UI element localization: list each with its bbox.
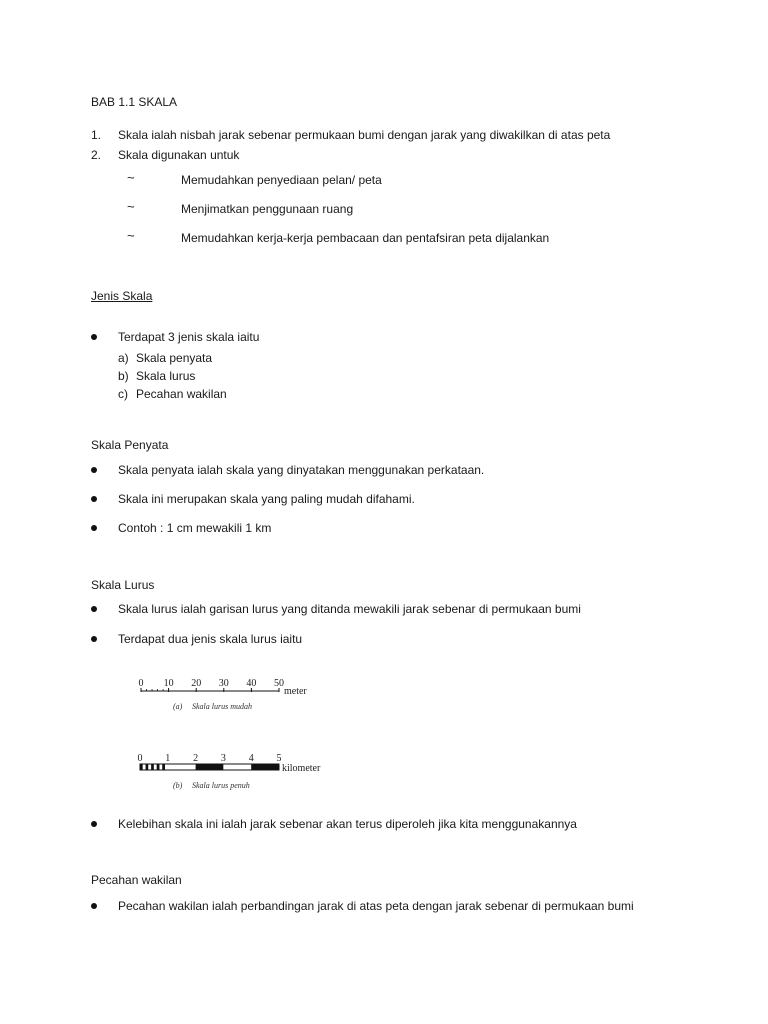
scale-subdivision — [154, 764, 157, 770]
section-heading-line — [0, 288, 768, 304]
bullet-text: Terdapat dua jenis skala lurus iaitu — [118, 632, 303, 646]
scale-subdivision — [165, 764, 168, 770]
scale-tick-label: 30 — [218, 678, 229, 689]
scale-segment — [196, 764, 224, 770]
item-text: Skala digunakan untuk — [118, 148, 240, 162]
scale-subdivision — [148, 764, 151, 770]
bullet-icon — [91, 636, 97, 642]
scale-tick-label: 20 — [191, 678, 202, 689]
tilde-marker: ~ — [127, 170, 135, 185]
type-text: Pecahan wakilan — [136, 387, 227, 401]
scale-subdivision — [143, 764, 146, 770]
scale-unit-label: meter — [284, 686, 307, 697]
bullet-icon — [91, 606, 97, 612]
bullet-item — [0, 601, 768, 617]
type-item — [0, 368, 768, 384]
scale-subdivision — [146, 764, 149, 770]
bullet-icon — [91, 334, 97, 340]
use-text: Memudahkan kerja-kerja pembacaan dan pentafsiran peta dijalankan — [181, 231, 550, 245]
scale-subdivision — [157, 764, 160, 770]
scale-tick-label: 10 — [163, 678, 174, 689]
section-heading-line — [0, 872, 768, 888]
bullet-item — [0, 329, 768, 345]
scale-tick-label: 0 — [137, 753, 143, 764]
section-heading-jenis-skala: Jenis Skala — [91, 289, 153, 303]
bullet-item — [0, 816, 768, 832]
type-item — [0, 350, 768, 366]
tilde-marker: ~ — [127, 199, 135, 214]
item-number: 1. — [91, 128, 102, 142]
type-label: a) — [118, 351, 129, 365]
bullet-icon — [91, 525, 97, 531]
item-text: Skala ialah nisbah jarak sebenar permukaan bumi dengan jarak yang diwakilkan di atas peta — [118, 128, 611, 142]
bullet-text: Pecahan wakilan ialah perbandingan jarak di atas peta dengan jarak sebenar di permukaan bumi — [118, 899, 634, 913]
document-title-line — [0, 94, 768, 110]
numbered-item — [0, 127, 768, 143]
bullet-item — [0, 631, 768, 647]
section-heading-skala-penyata: Skala Penyata — [91, 438, 169, 452]
bullet-text: Skala penyata ialah skala yang dinyatakan menggunakan perkataan. — [118, 463, 485, 477]
type-label: b) — [118, 369, 129, 383]
bullet-icon — [91, 467, 97, 473]
full-scale-marks — [138, 753, 282, 770]
figure-caption: Skala lurus mudah — [192, 702, 252, 711]
bullet-item — [0, 898, 768, 914]
use-item — [0, 230, 768, 246]
type-item — [0, 386, 768, 402]
bullet-text: Kelebihan skala ini ialah jarak sebenar akan terus diperoleh jika kita menggunakannya — [118, 817, 577, 831]
bullet-text: Contoh : 1 cm mewakili 1 km — [118, 521, 272, 535]
type-text: Skala penyata — [136, 351, 213, 365]
document-title: BAB 1.1 SKALA — [91, 95, 178, 109]
scale-subdivision — [151, 764, 154, 770]
use-text: Menjimatkan penggunaan ruang — [181, 202, 354, 216]
scale-tick-label: 0 — [138, 678, 144, 689]
bullet-icon — [91, 821, 97, 827]
scale-segment — [223, 764, 251, 770]
section-heading-pecahan-wakilan: Pecahan wakilan — [91, 873, 182, 887]
figure-caption-label: (b) — [173, 781, 183, 790]
figure-caption-label: (a) — [173, 702, 183, 711]
bullet-icon — [91, 496, 97, 502]
scale-subdivision — [159, 764, 162, 770]
scale-unit-label: kilometer — [282, 763, 321, 774]
scale-tick-label: 4 — [248, 753, 254, 764]
use-item — [0, 201, 768, 217]
scale-segment — [168, 764, 196, 770]
scale-tick-label: 40 — [246, 678, 257, 689]
bullet-text: Terdapat 3 jenis skala iaitu — [118, 330, 260, 344]
bullet-text: Skala lurus ialah garisan lurus yang ditanda mewakili jarak sebenar di permukaan bumi — [118, 602, 581, 616]
bullet-text: Skala ini merupakan skala yang paling mudah difahami. — [118, 492, 415, 506]
scale-tick-label: 5 — [276, 753, 282, 764]
figure-caption: Skala lurus penuh — [192, 781, 250, 790]
type-text: Skala lurus — [136, 369, 196, 383]
scale-tick-label: 1 — [165, 753, 171, 764]
scale-subdivision — [162, 764, 165, 770]
bullet-item — [0, 520, 768, 536]
numbered-item — [0, 147, 768, 163]
scale-tick-label: 2 — [193, 753, 199, 764]
use-text: Memudahkan penyediaan pelan/ peta — [181, 173, 382, 187]
scale-tick-label: 3 — [220, 753, 226, 764]
use-item — [0, 172, 768, 188]
bullet-icon — [91, 903, 97, 909]
scale-tick-label: 50 — [274, 678, 284, 689]
scale-segment — [251, 764, 279, 770]
section-heading-skala-lurus: Skala Lurus — [91, 578, 155, 592]
section-heading-line — [0, 577, 768, 593]
simple-scale-marks — [139, 678, 285, 692]
simple-scale-figure — [128, 668, 340, 716]
bullet-item — [0, 491, 768, 507]
bullet-item — [0, 462, 768, 478]
section-heading-line — [0, 437, 768, 453]
item-number: 2. — [91, 148, 102, 162]
tilde-marker: ~ — [127, 228, 135, 243]
type-label: c) — [118, 387, 128, 401]
full-scale-figure — [128, 744, 340, 792]
